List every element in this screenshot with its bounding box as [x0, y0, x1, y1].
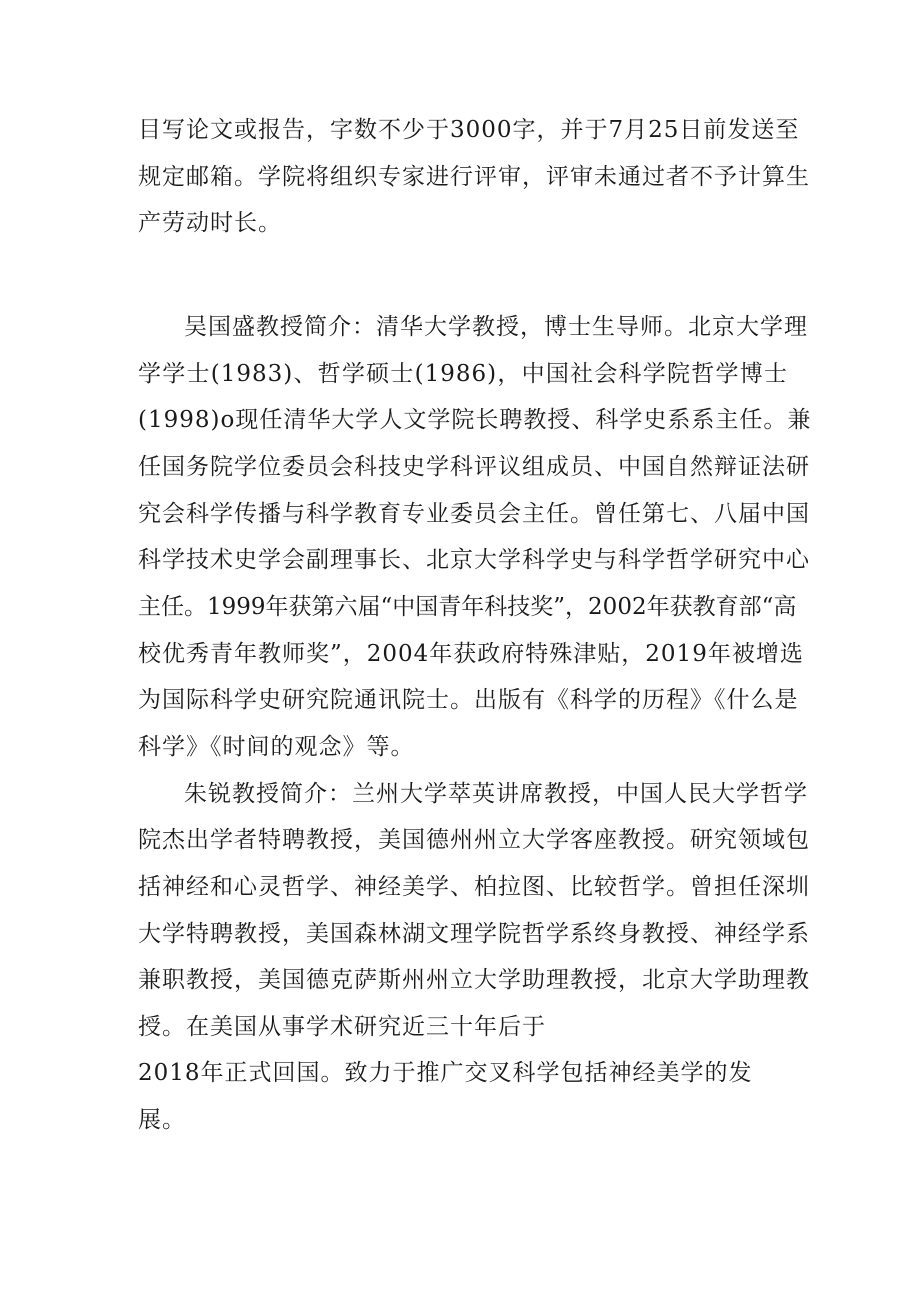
text-line: 主任。1999年获第六届“中国青年科技奖”，2002年获教育部“高	[138, 594, 797, 620]
text-line: 任国务院学位委员会科技史学科评议组成员、中国自然辩证法研	[138, 454, 810, 480]
text-line: 括神经和心灵哲学、神经美学、柏拉图、比较哲学。曾担任深圳	[138, 874, 810, 900]
text-line: 为国际科学史研究院通讯院士。出版有《科学的历程》《什么是	[138, 687, 799, 713]
text-line: 大学特聘教授，美国森林湖文理学院哲学系终身教授、神经学系	[138, 921, 810, 947]
text-line: 究会科学传播与科学教育专业委员会主任。曾任第七、八届中国	[138, 501, 810, 527]
text-line: 院杰出学者特聘教授，美国德州州立大学客座教授。研究领域包	[138, 827, 810, 853]
text-line: 授。在美国从事学术研究近三十年后于	[138, 1014, 546, 1040]
text-line: 朱锐教授简介：兰州大学萃英讲席教授，中国人民大学哲学	[184, 781, 808, 807]
text-line: 展。	[138, 1107, 186, 1133]
text-line: 兼职教授，美国德克萨斯州州立大学助理教授，北京大学助理教	[138, 967, 810, 993]
text-line: 产劳动时长。	[138, 210, 282, 236]
text-line: 科学》《时间的观念》等。	[138, 734, 415, 760]
text-line: 科学技术史学会副理事长、北京大学科学史与科学哲学研究中心	[138, 547, 810, 573]
text-line: 规定邮箱。学院将组织专家进行评审，评审未通过者不予计算生	[138, 164, 810, 190]
text-line: 学学士(1983)、哲学硕士(1986)，中国社会科学院哲学博士	[138, 361, 788, 387]
text-line: 目写论文或报告，字数不少于3000字，并于7月25日前发送至	[138, 117, 800, 143]
text-line: 校优秀青年教师奖”，2004年获政府特殊津贴，2019年被增选	[138, 641, 804, 667]
text-line: 2018年正式回国。致力于推广交叉科学包括神经美学的发	[138, 1060, 753, 1086]
text-line: 吴国盛教授简介：清华大学教授，博士生导师。北京大学理	[184, 314, 808, 340]
text-line: (1998)o现任清华大学人文学院长聘教授、科学史系系主任。兼	[138, 407, 812, 433]
